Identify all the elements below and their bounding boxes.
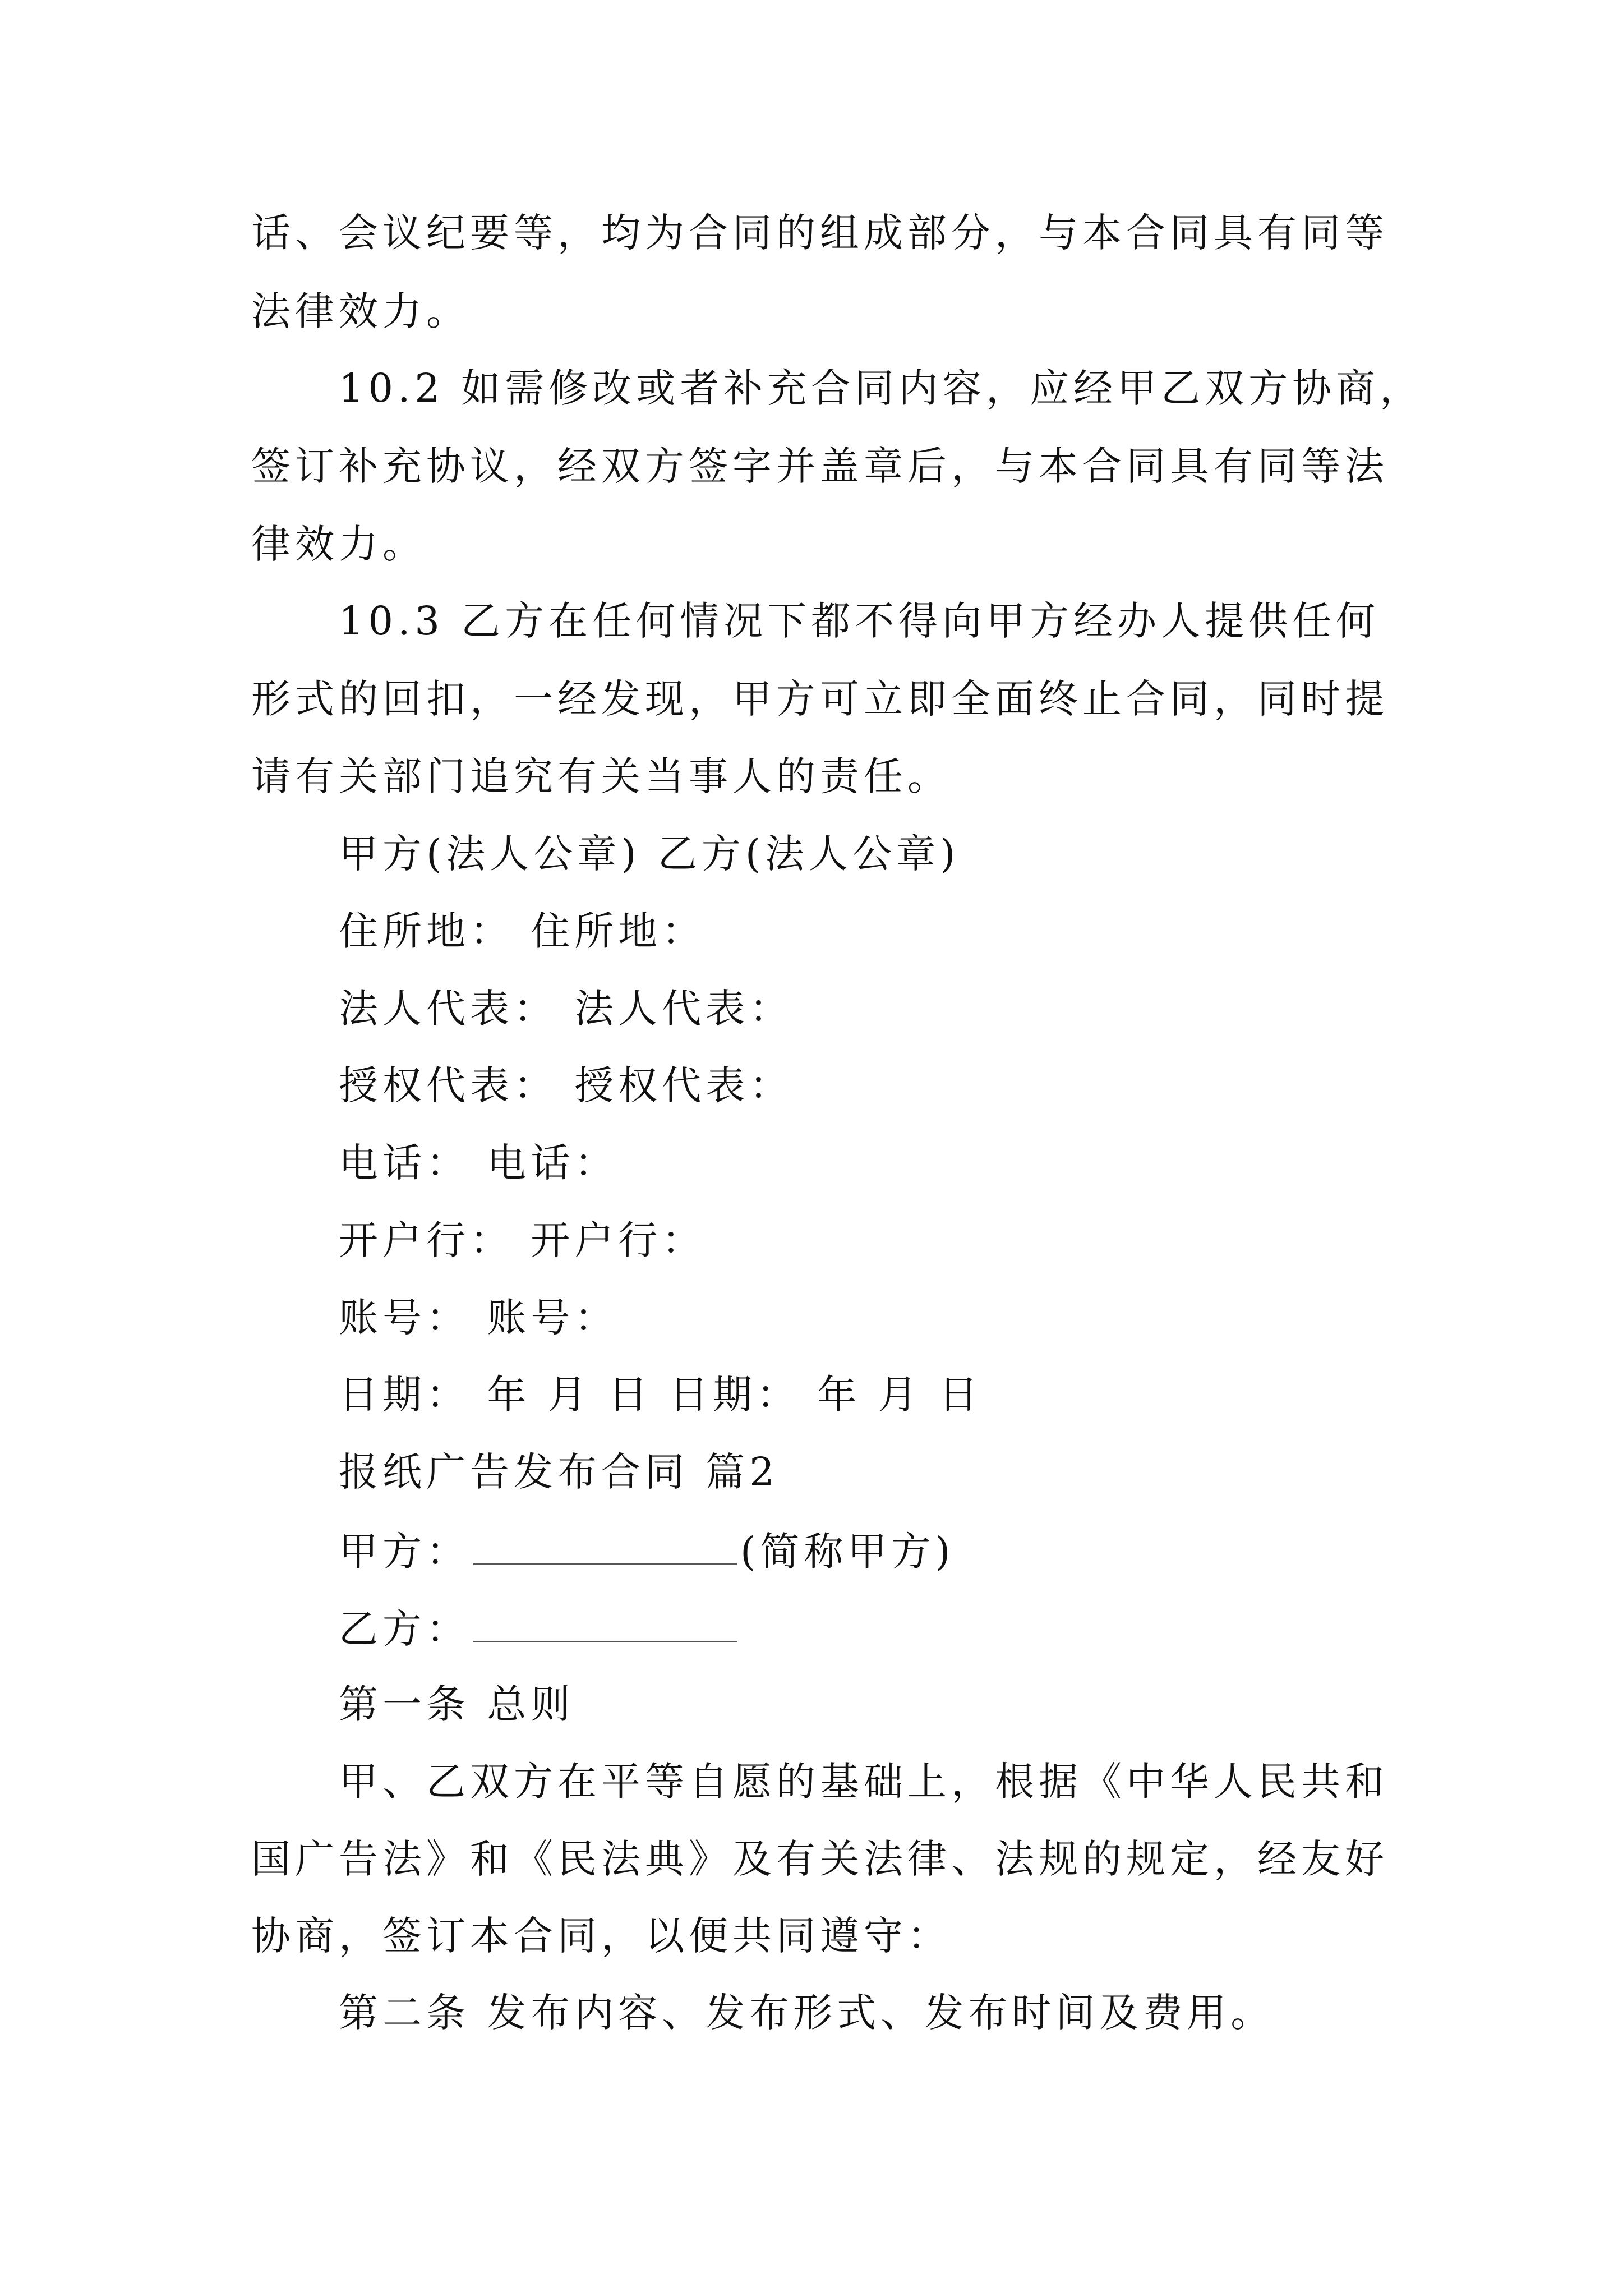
paragraph-line: 律效力。 xyxy=(251,521,426,567)
signature-line-seal: 甲方(法人公章) 乙方(法人公章) xyxy=(339,831,960,877)
party-a-suffix: (简称甲方) xyxy=(740,1529,955,1575)
article-title: 第一条 总则 xyxy=(339,1681,575,1727)
paragraph-line: 协商，签订本合同，以便共同遵守： xyxy=(251,1913,951,1959)
party-a-label: 甲方： xyxy=(339,1529,470,1575)
paragraph-line: 法律效力。 xyxy=(251,288,470,334)
party-a-line xyxy=(339,1529,955,1575)
party-b-line xyxy=(339,1606,740,1652)
paragraph-line: 话、会议纪要等，均为合同的组成部分，与本合同具有同等 xyxy=(251,210,1389,256)
party-a-blank xyxy=(473,1530,737,1565)
paragraph-line: 10.2 如需修改或者补充合同内容，应经甲乙双方协商， xyxy=(339,365,1424,411)
paragraph-line: 10.3 乙方在任何情况下都不得向甲方经办人提供任何 xyxy=(339,598,1380,644)
paragraph-line: 请有关部门追究有关当事人的责任。 xyxy=(251,753,951,799)
paragraph-line: 签订补充协议，经双方签字并盖章后，与本合同具有同等法 xyxy=(251,443,1389,489)
signature-line-account: 账号： 账号： xyxy=(339,1295,619,1341)
signature-line-phone: 电话： 电话： xyxy=(339,1140,619,1186)
signature-line-address: 住所地： 住所地： xyxy=(339,908,706,954)
paragraph-line: 甲、乙双方在平等自愿的基础上，根据《中华人民共和 xyxy=(339,1759,1389,1805)
signature-line-date: 日期： 年 月 日 日期： 年 月 日 xyxy=(339,1372,983,1418)
paragraph-line: 形式的回扣，一经发现，甲方可立即全面终止合同，同时提 xyxy=(251,676,1389,722)
article-title: 第二条 发布内容、发布形式、发布时间及费用。 xyxy=(339,1990,1275,2036)
signature-line-bank: 开户行： 开户行： xyxy=(339,1217,706,1263)
signature-line-authorized-rep: 授权代表： 授权代表： xyxy=(339,1062,794,1108)
paragraph-line: 国广告法》和《民法典》及有关法律、法规的规定，经友好 xyxy=(251,1836,1389,1882)
party-b-label: 乙方： xyxy=(339,1606,470,1652)
signature-line-legal-rep: 法人代表： 法人代表： xyxy=(339,986,794,1032)
section-title: 报纸广告发布合同 篇2 xyxy=(339,1449,779,1495)
party-b-blank xyxy=(473,1607,737,1642)
